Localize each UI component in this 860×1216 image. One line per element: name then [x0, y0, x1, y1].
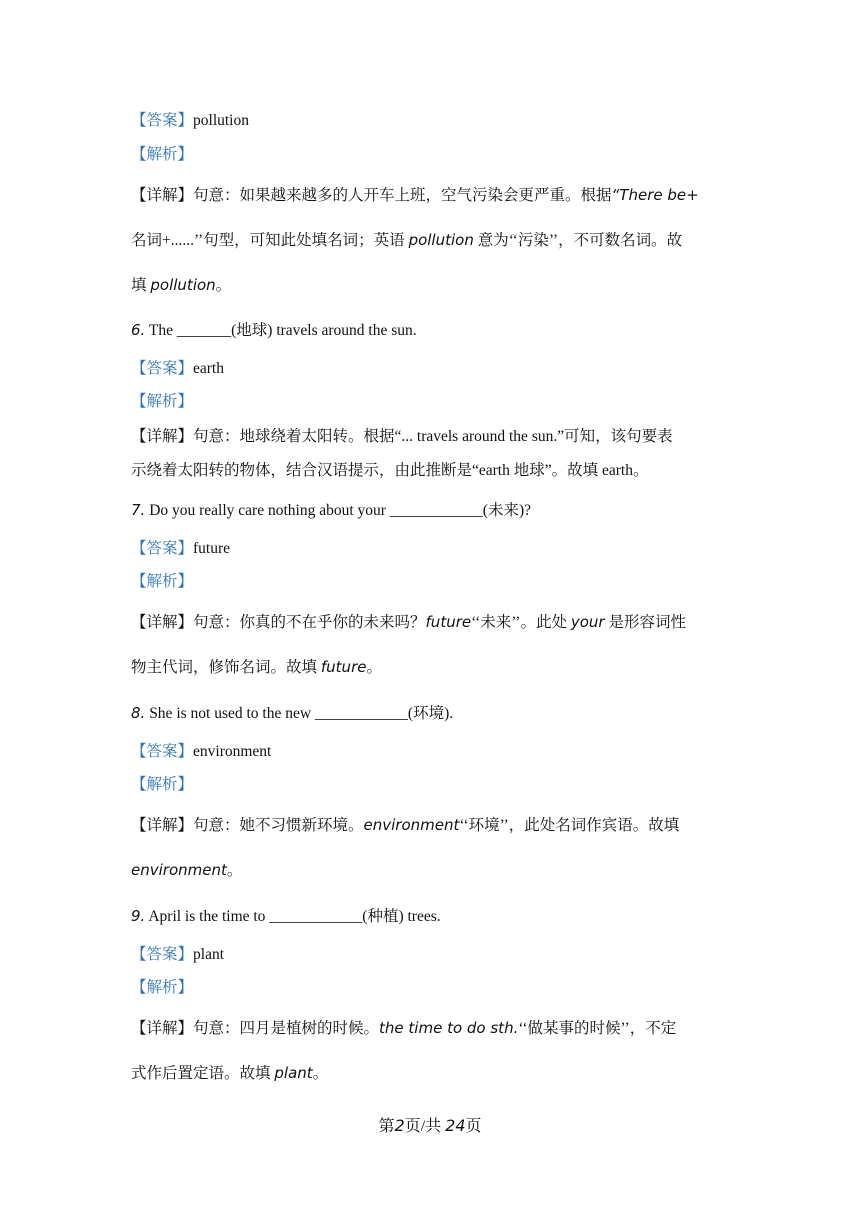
- detail-line: [131, 230, 732, 251]
- detail-line: [131, 1018, 732, 1039]
- detail-text: 句意：她不习惯新环境。: [193, 817, 364, 834]
- detail-text: 。: [215, 277, 232, 294]
- detail-text: 句意：如果越来越多的人开车上班，空气污染会更严重。根据: [193, 187, 612, 204]
- detail-tag: 【详解】: [131, 428, 194, 445]
- detail-line: [131, 427, 732, 447]
- analysis-line: [131, 978, 732, 998]
- analysis-tag: 【解析】: [131, 393, 194, 410]
- detail-text: 名词+......: [131, 232, 194, 249]
- answer-line: [131, 539, 732, 559]
- analysis-tag: 【解析】: [131, 776, 194, 793]
- detail-line: [131, 612, 732, 633]
- detail-text: 填: [131, 277, 151, 294]
- answer-line: [131, 359, 732, 379]
- detail-line: [131, 815, 732, 836]
- total-pages: 24: [445, 1116, 466, 1135]
- detail-text: ‘‘环境’’，此处名词作宾语。故填: [459, 817, 680, 834]
- question-number: 7.: [131, 501, 146, 519]
- detail-line: [131, 1063, 732, 1084]
- analysis-line: [131, 145, 732, 165]
- detail-line: [131, 860, 732, 881]
- detail-italic: future: [425, 613, 472, 631]
- question-8: [131, 703, 732, 724]
- detail-text: 。: [226, 862, 243, 879]
- footer-text: 第: [378, 1118, 395, 1135]
- answer-tag: 【答案】: [131, 540, 194, 557]
- detail-text: 句意：地球绕着太阳转。根据“... travels around the sun.”可知，该句要表: [193, 428, 673, 445]
- analysis-tag: 【解析】: [131, 979, 194, 996]
- page-number: 2: [394, 1116, 405, 1135]
- answer-text: future: [193, 540, 231, 557]
- question-text: The _______(地球) travels around the sun.: [145, 322, 417, 339]
- detail-text: 意为‘‘污染’’，不可数名词。故: [473, 232, 683, 249]
- detail-text: 物主代词，修饰名词。故填: [131, 659, 321, 676]
- detail-line: [131, 185, 732, 206]
- analysis-line: [131, 775, 732, 795]
- answer-text: pollution: [193, 112, 249, 129]
- detail-tag: 【详解】: [131, 614, 194, 631]
- answer-tag: 【答案】: [131, 946, 194, 963]
- answer-tag: 【答案】: [131, 112, 194, 129]
- detail-line: [131, 657, 732, 678]
- detail-italic: environment: [131, 861, 227, 879]
- detail-text: 式作后置定语。故填: [131, 1065, 275, 1082]
- question-number: 8.: [131, 704, 146, 722]
- question-number: 9.: [131, 907, 146, 925]
- answer-text: plant: [193, 946, 225, 963]
- detail-text: ‘‘做某事的时候’’，不定: [518, 1020, 677, 1037]
- answer-tag: 【答案】: [131, 743, 194, 760]
- detail-line: [131, 461, 732, 481]
- answer-text: earth: [193, 360, 224, 377]
- question-number: 6.: [131, 321, 146, 339]
- question-text: Do you really care nothing about your ____________(未来)?: [145, 502, 532, 519]
- detail-tag: 【详解】: [131, 1020, 194, 1037]
- analysis-tag: 【解析】: [131, 573, 194, 590]
- answer-tag: 【答案】: [131, 360, 194, 377]
- detail-tag: 【详解】: [131, 187, 194, 204]
- detail-italic: future: [320, 658, 367, 676]
- detail-text: 句意：你真的不在乎你的未来吗？: [193, 614, 426, 631]
- detail-text: 。: [312, 1065, 329, 1082]
- analysis-tag: 【解析】: [131, 146, 194, 163]
- question-text: She is not used to the new ____________(环境).: [145, 705, 454, 722]
- answer-text: environment: [193, 743, 272, 760]
- detail-tag: 【详解】: [131, 817, 194, 834]
- detail-italic: pollution: [408, 231, 474, 249]
- answer-line: [131, 111, 732, 131]
- answer-line: [131, 945, 732, 965]
- detail-italic: pollution: [150, 276, 216, 294]
- detail-text: 示绕着太阳转的物体，结合汉语提示，由此推断是“earth 地球”。故填 earth。: [131, 462, 649, 479]
- detail-text: 。: [366, 659, 382, 676]
- question-6: [131, 320, 732, 341]
- question-9: [131, 906, 732, 927]
- detail-italic: your: [570, 613, 605, 631]
- detail-italic: the time to do sth.: [379, 1019, 519, 1037]
- answer-line: [131, 742, 732, 762]
- detail-italic: environment: [363, 816, 460, 834]
- analysis-line: [131, 392, 732, 412]
- detail-line: [131, 275, 732, 296]
- detail-text: 是形容词性: [604, 614, 686, 631]
- question-7: [131, 500, 732, 521]
- detail-text: 句意：四月是植树的时候。: [193, 1020, 380, 1037]
- footer-text: 页/共: [404, 1118, 446, 1135]
- detail-italic: “There be+: [611, 186, 699, 204]
- detail-italic: plant: [274, 1064, 313, 1082]
- detail-text: ’’句型，可知此处填名词；英语: [194, 232, 409, 249]
- question-text: April is the time to ____________(种植) trees.: [145, 908, 441, 925]
- analysis-line: [131, 572, 732, 592]
- detail-text: ‘‘未来’’。此处: [471, 614, 571, 631]
- page-footer: [0, 1116, 860, 1137]
- footer-text: 页: [465, 1118, 482, 1135]
